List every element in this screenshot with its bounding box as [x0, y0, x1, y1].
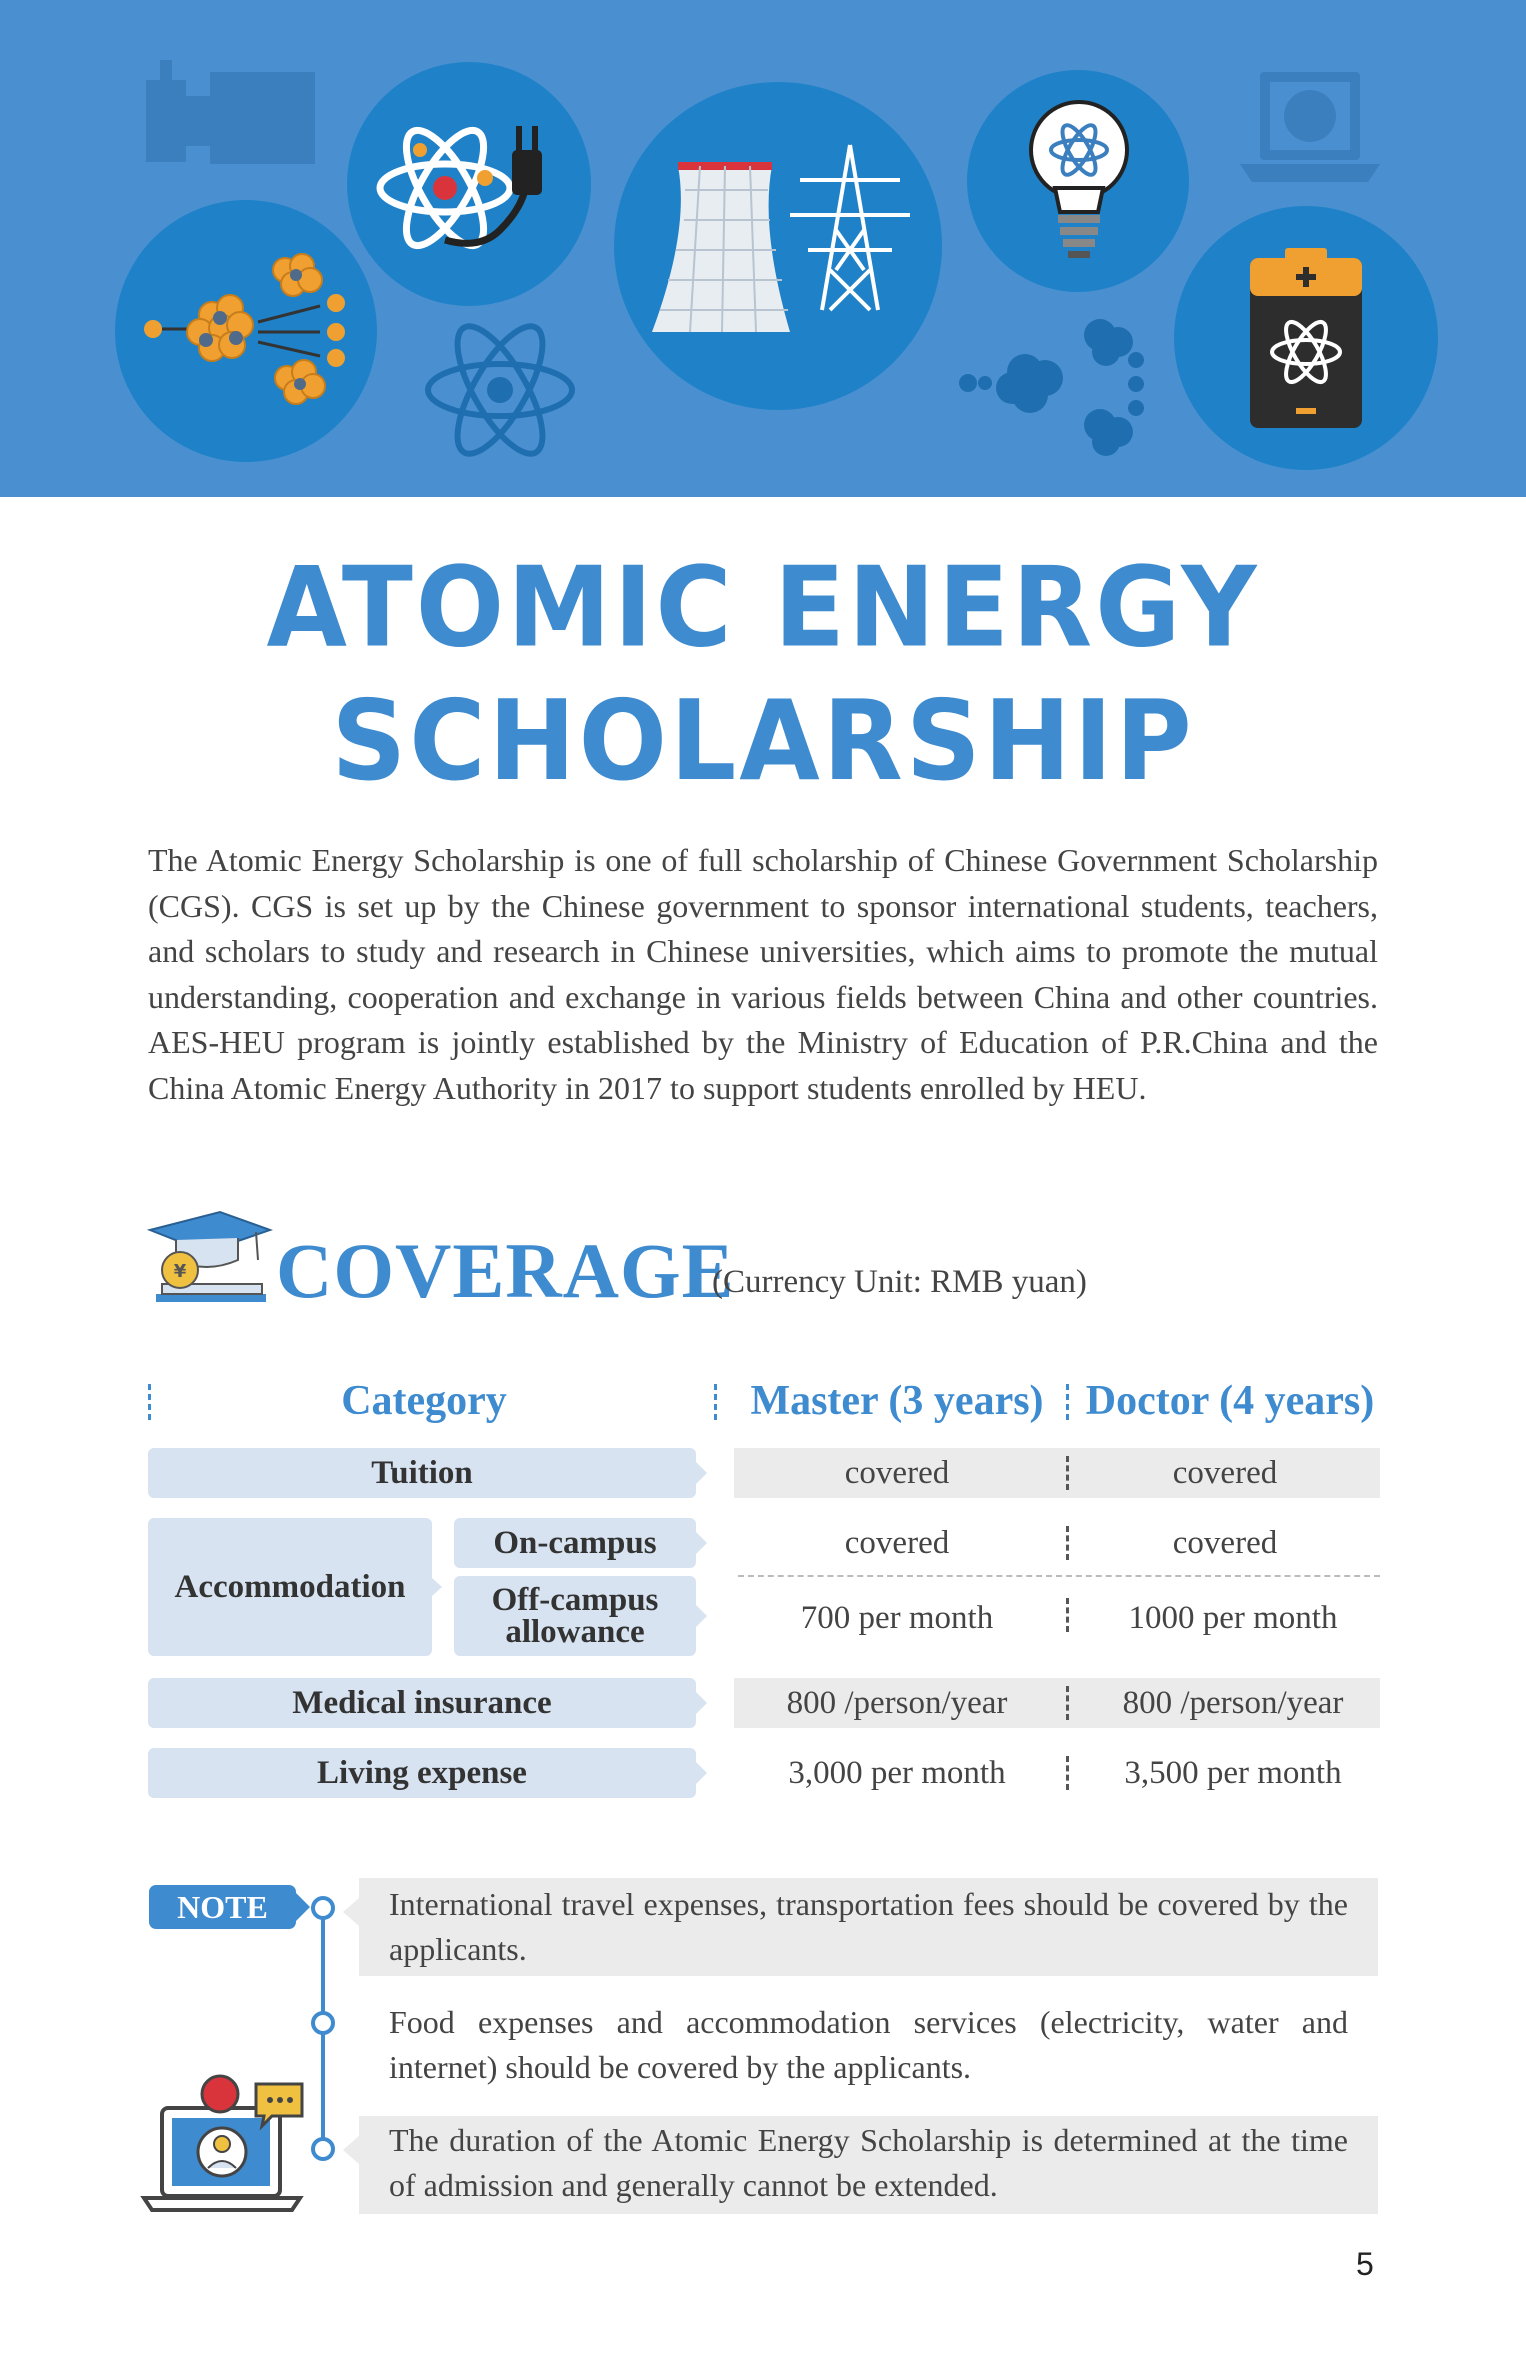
- atom-plug-icon: [347, 62, 591, 306]
- cooling-tower-icon: [614, 82, 942, 410]
- category-accommodation: [148, 1518, 432, 1656]
- page-number: 5: [1356, 2246, 1374, 2282]
- laptop-radiation-icon: [1240, 72, 1380, 182]
- value-off-campus-doctor: 1000 per month: [1128, 1600, 1338, 1636]
- category-label: Medical insurance: [292, 1685, 552, 1721]
- value-tuition-doctor: covered: [1172, 1455, 1278, 1491]
- category-label: On-campus: [493, 1525, 657, 1561]
- fission-reaction-icon: [959, 319, 1144, 456]
- note-text: Food expenses and accommodation services (electricity, water and internet) should be covered by the applicants.: [389, 2004, 1348, 2085]
- value-on-campus-doctor: covered: [1172, 1525, 1278, 1561]
- category-label: Living expense: [317, 1755, 527, 1791]
- value-living-master: 3,000 per month: [788, 1755, 1006, 1791]
- note-item: [359, 2116, 1378, 2214]
- nuclear-fission-icon: [115, 200, 377, 462]
- currency-unit: (Currency Unit: RMB yuan): [712, 1264, 1087, 1300]
- header-divider: [1066, 1384, 1069, 1420]
- column-divider: [1066, 1756, 1069, 1790]
- note-item: [359, 1878, 1378, 1976]
- value-medical-doctor: 800 /person/year: [1122, 1685, 1344, 1721]
- factory-icon: [146, 60, 315, 164]
- note-text: International travel expenses, transportation fees should be covered by the applicants.: [389, 1886, 1348, 1967]
- battery-atom-icon: [1174, 206, 1438, 470]
- category-medical-insurance: [148, 1678, 696, 1728]
- column-divider: [1066, 1526, 1069, 1560]
- category-tuition: [148, 1448, 696, 1498]
- column-divider: [1066, 1456, 1069, 1490]
- header-doctor: Doctor (4 years): [1085, 1378, 1375, 1424]
- header-banner: [0, 0, 1526, 497]
- title-line-1: ATOMIC ENERGY: [266, 542, 1260, 672]
- header-divider: [714, 1384, 717, 1420]
- category-off-campus: [454, 1576, 696, 1656]
- row-separator: [738, 1575, 1380, 1577]
- atom-icon: [428, 315, 572, 466]
- note-item: [359, 1998, 1378, 2092]
- light-bulb-atom-icon: [967, 70, 1189, 292]
- value-off-campus-master: 700 per month: [800, 1600, 994, 1636]
- value-living-doctor: 3,500 per month: [1124, 1755, 1342, 1791]
- note-text: The duration of the Atomic Energy Scholarship is determined at the time of admission and generally cannot be extended.: [389, 2122, 1348, 2203]
- value-tuition-master: covered: [844, 1455, 950, 1491]
- category-label-line1: Off-campus: [491, 1582, 659, 1618]
- category-label: Accommodation: [174, 1569, 406, 1605]
- value-on-campus-master: covered: [844, 1525, 950, 1561]
- coverage-heading: COVERAGE: [276, 1227, 735, 1314]
- header-master: Master (3 years): [750, 1378, 1044, 1424]
- value-medical-master: 800 /person/year: [786, 1685, 1008, 1721]
- category-label-line2: allowance: [505, 1614, 645, 1650]
- page-title: [0, 540, 1526, 807]
- header-divider: [148, 1384, 151, 1420]
- column-divider: [1066, 1598, 1069, 1632]
- column-divider: [1066, 1686, 1069, 1720]
- laptop-user-chat-icon: [140, 2070, 310, 2215]
- svg-text:¥: ¥: [173, 1261, 187, 1282]
- graduation-cap-coin-icon: [146, 1208, 274, 1308]
- intro-paragraph: The Atomic Energy Scholarship is one of full scholarship of Chinese Government Scholarship (CGS). CGS is set up by the Chinese government to sponsor international students, teachers, and scholars to study and research in Chinese universities, which aims to promote the mutual understanding, cooperation and exchange in various fields between China and other countries. AES-HEU program is jointly established by the Ministry of Education of P.R.China and the China Atomic Energy Authority in 2017 to support students enrolled by HEU.: [148, 842, 1378, 1106]
- category-living-expense: [148, 1748, 696, 1798]
- category-label: Tuition: [371, 1455, 473, 1491]
- note-badge: NOTE: [149, 1885, 296, 1929]
- category-on-campus: [454, 1518, 696, 1568]
- header-category: Category: [341, 1378, 507, 1424]
- title-line-2: SCHOLARSHIP: [331, 676, 1195, 806]
